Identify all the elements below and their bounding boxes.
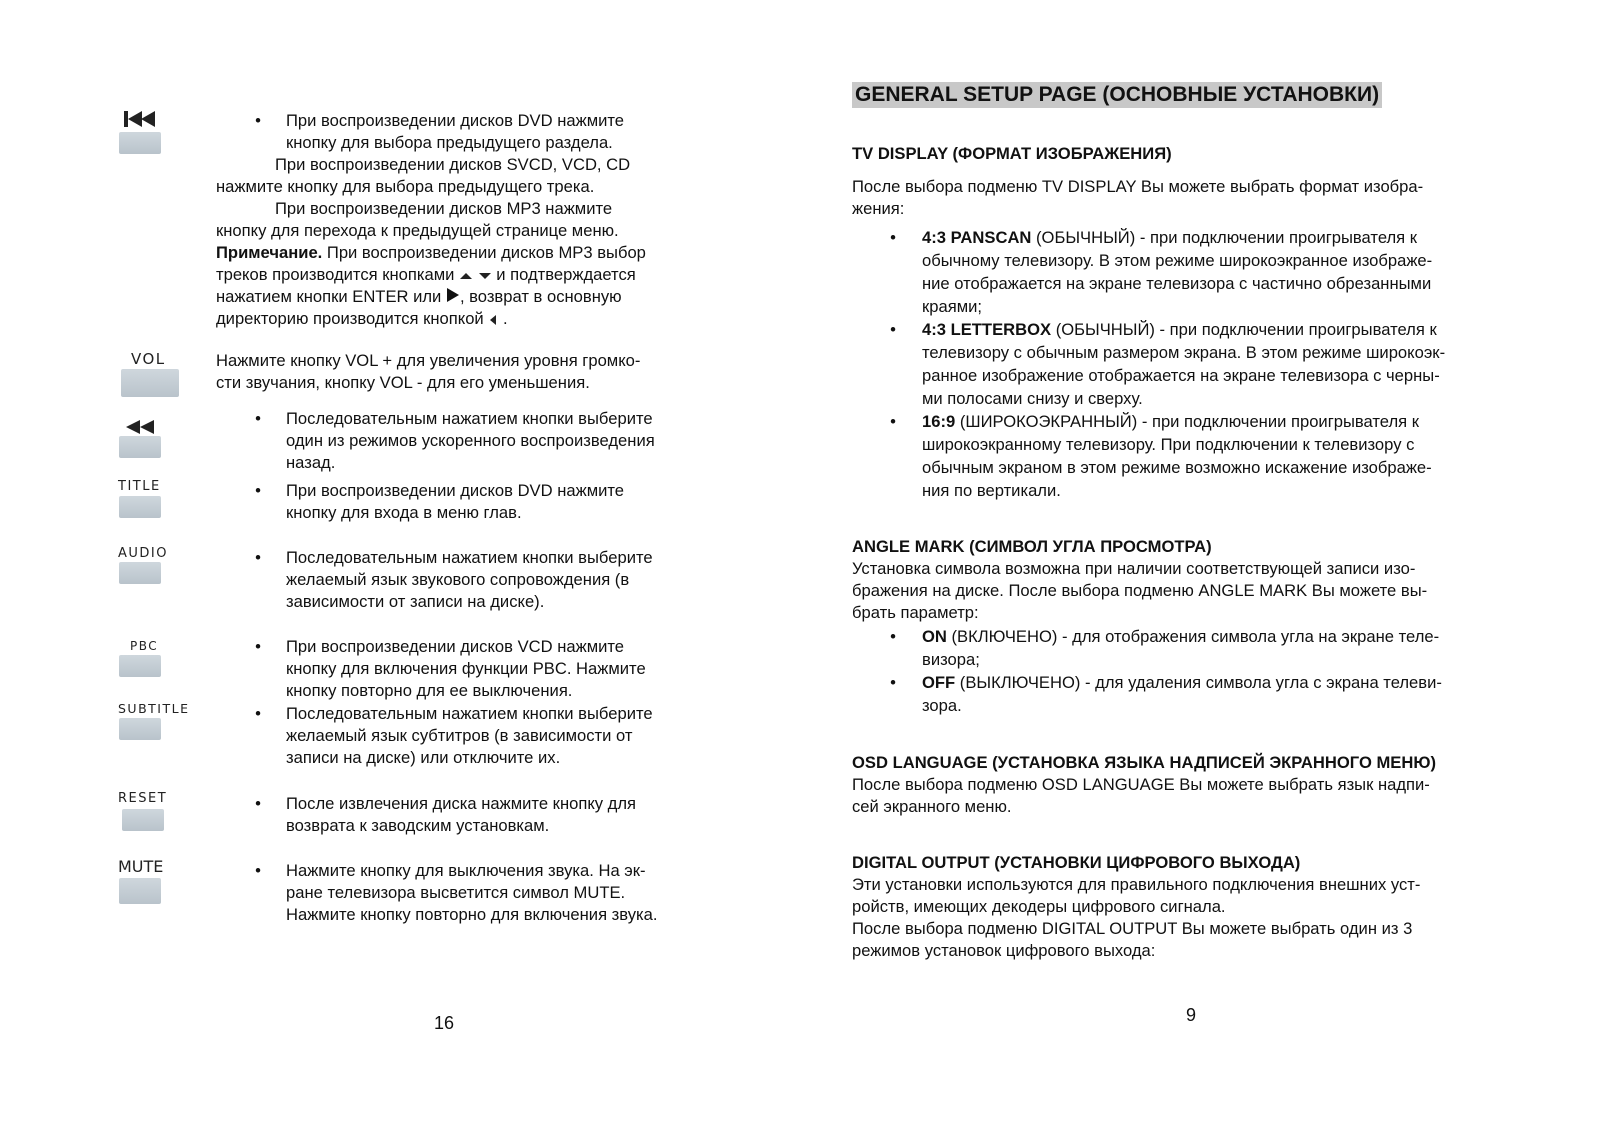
tv-option-line (922, 411, 1419, 433)
option-label: 16:9 (922, 412, 956, 431)
title-text-line: кнопку для входа в меню глав. (286, 503, 522, 522)
angle-option-line: визора; (922, 650, 980, 669)
angle-mark-text: брать параметр: (852, 603, 979, 622)
bullet-icon (251, 110, 265, 132)
bullet-icon (886, 626, 900, 648)
rew-text-line: один из режимов ускоренного воспроизведения (286, 431, 655, 450)
angle-mark-text: Установка символа возможна при наличии соответствующей записи изо- (852, 559, 1416, 578)
bullet-icon (251, 480, 265, 502)
bullet-icon (251, 547, 265, 569)
tv-option-line: ние отображается на экране телевизора с частично обрезанными (922, 274, 1432, 293)
note-text: директорию производится кнопкой (216, 309, 489, 328)
prev-text-line: При воспроизведении дисков SVCD, VCD, CD (275, 155, 631, 174)
mute-text-line: ране телевизора высветится символ MUTE. (286, 883, 626, 902)
prev-text-line: кнопку для перехода к предыдущей странице меню. (216, 221, 619, 240)
note-label: Примечание. (216, 243, 323, 262)
audio-key-label: AUDIO (118, 546, 168, 561)
option-text: (ВКЛЮЧЕНО) - для отображения символа угла на экране теле- (946, 627, 1440, 646)
bullet-icon (886, 227, 900, 249)
page-heading: GENERAL SETUP PAGE (ОСНОВНЫЕ УСТАНОВКИ) (852, 82, 1382, 108)
pbc-button-icon (119, 655, 161, 677)
angle-option-line (922, 672, 1442, 694)
previous-track-icon (124, 110, 158, 128)
angle-option-line (922, 626, 1439, 648)
tv-option-line: обычному телевизору. В этом режиме широкоэкранное изображе- (922, 251, 1433, 270)
osd-language-text: сей экранного меню. (852, 797, 1012, 816)
audio-button-icon (119, 562, 161, 584)
prev-text-line: нажмите кнопку для выбора предыдущего трека. (216, 177, 595, 196)
prev-text-line: кнопку для выбора предыдущего раздела. (286, 133, 613, 152)
audio-text-line: Последовательным нажатием кнопки выберите (286, 548, 653, 567)
note-line (216, 264, 636, 286)
tv-option-line: обычным экраном в этом режиме возможно искажение изображе- (922, 458, 1432, 477)
angle-mark-text: бражения на диске. После выбора подменю ANGLE MARK Вы можете вы- (852, 581, 1428, 600)
option-label: 4:3 LETTERBOX (922, 320, 1052, 339)
note-text: . (498, 309, 508, 328)
bullet-icon (886, 672, 900, 694)
mute-text-line: Нажмите кнопку для выключения звука. На эк- (286, 861, 646, 880)
rewind-button-icon (119, 436, 161, 458)
angle-option-line: зора. (922, 696, 962, 715)
reset-text-line: возврата к заводским установкам. (286, 816, 550, 835)
arrow-down-icon (478, 271, 492, 281)
bullet-icon (251, 408, 265, 430)
prev-text-line: При воспроизведении дисков DVD нажмите (286, 111, 625, 130)
option-text: (ОБЫЧНЫЙ) - при подключении проигрывателя к (1051, 320, 1437, 339)
tv-display-intro: жения: (852, 199, 905, 218)
rew-text-line: назад. (286, 453, 336, 472)
vol-key-label: VOL (131, 350, 166, 368)
bullet-icon (251, 703, 265, 725)
arrow-up-icon (459, 271, 473, 281)
option-text: (ВЫКЛЮЧЕНО) - для удаления символа угла с экрана телеви- (955, 673, 1442, 692)
mute-button-icon (119, 878, 161, 904)
tv-display-title: TV DISPLAY (ФОРМАТ ИЗОБРАЖЕНИЯ) (852, 144, 1172, 163)
subtitle-button-icon (119, 718, 161, 740)
page-number-left: 16 (434, 1013, 455, 1033)
digital-output-text: Эти установки используются для правильного подключения внешних уст- (852, 875, 1421, 894)
note-text: , возврат в основную (459, 287, 622, 306)
tv-option-line: ния по вертикали. (922, 481, 1061, 500)
pbc-text-line: кнопку для включения функции PBC. Нажмите (286, 659, 646, 678)
note-line (216, 308, 508, 330)
bullet-icon (251, 860, 265, 882)
prev-text-line: При воспроизведении дисков MP3 нажмите (275, 199, 613, 218)
vol-button-icon (121, 369, 179, 397)
mute-text-line: Нажмите кнопку повторно для включения звука. (286, 905, 658, 924)
page-number-right: 9 (1186, 1005, 1197, 1025)
digital-output-title: DIGITAL OUTPUT (УСТАНОВКИ ЦИФРОВОГО ВЫХОДА) (852, 853, 1301, 872)
arrow-left-icon (488, 314, 498, 326)
option-text: (ШИРОКОЭКРАННЫЙ) - при подключении проигрывателя к (955, 412, 1420, 431)
digital-output-text: режимов установок цифрового выхода: (852, 941, 1156, 960)
option-label: OFF (922, 673, 956, 692)
digital-output-text: ройств, имеющих декодеры цифрового сигнала. (852, 897, 1226, 916)
pbc-key-label: PBC (130, 639, 159, 653)
note-line (216, 286, 622, 308)
bullet-icon (886, 319, 900, 341)
tv-option-line: ранное изображение отображается на экране телевизора с черны- (922, 366, 1440, 385)
pbc-text-line: При воспроизведении дисков VCD нажмите (286, 637, 625, 656)
subtitle-text-line: желаемый язык субтитров (в зависимости от (286, 726, 633, 745)
title-button-icon (119, 496, 161, 518)
note-text: треков производится кнопками (216, 265, 460, 284)
note-text: нажатием кнопки ENTER или (216, 287, 446, 306)
title-text-line: При воспроизведении дисков DVD нажмите (286, 481, 625, 500)
subtitle-key-label: SUBTITLE (118, 701, 190, 716)
bullet-icon (251, 793, 265, 815)
reset-button-icon (122, 809, 164, 831)
angle-mark-title: ANGLE MARK (СИМВОЛ УГЛА ПРОСМОТРА) (852, 537, 1212, 556)
rew-text-line: Последовательным нажатием кнопки выберите (286, 409, 653, 428)
osd-language-title: OSD LANGUAGE (УСТАНОВКА ЯЗЫКА НАДПИСЕЙ ЭКРАННОГО МЕНЮ) (852, 753, 1436, 772)
bullet-icon (251, 636, 265, 658)
mute-key-label: MUTE (118, 857, 164, 876)
subtitle-text-line: Последовательным нажатием кнопки выберите (286, 704, 653, 723)
audio-text-line: желаемый язык звукового сопровождения (в (286, 570, 630, 589)
note-text: и подтверждается (491, 265, 636, 284)
audio-text-line: зависимости от записи на диске). (286, 592, 545, 611)
digital-output-text: После выбора подменю DIGITAL OUTPUT Вы можете выбрать один из 3 (852, 919, 1413, 938)
tv-option-line: ми полосами снизу и сверху. (922, 389, 1143, 408)
tv-option-line: краями; (922, 297, 982, 316)
note-text: При воспроизведении дисков MP3 выбор (322, 243, 646, 262)
reset-key-label: RESET (118, 791, 168, 806)
osd-language-text: После выбора подменю OSD LANGUAGE Вы можете выбрать язык надпи- (852, 775, 1430, 794)
reset-text-line: После извлечения диска нажмите кнопку для (286, 794, 637, 813)
option-text: (ОБЫЧНЫЙ) - при подключении проигрывателя к (1031, 228, 1418, 247)
option-label: ON (922, 627, 947, 646)
tv-option-line (922, 227, 1417, 249)
title-key-label: TITLE (118, 479, 161, 494)
prev-button-icon (119, 132, 161, 154)
tv-option-line (922, 319, 1437, 341)
note-line (216, 242, 646, 264)
rewind-icon (124, 419, 158, 435)
play-arrow-icon (446, 287, 460, 303)
tv-option-line: телевизору с обычным размером экрана. В этом режиме широкоэк- (922, 343, 1446, 362)
vol-text-line: сти звучания, кнопку VOL - для его уменьшения. (216, 373, 590, 392)
vol-text-line: Нажмите кнопку VOL + для увеличения уровня громко- (216, 351, 641, 370)
bullet-icon (886, 411, 900, 433)
option-label: 4:3 PANSCAN (922, 228, 1032, 247)
pbc-text-line: кнопку повторно для ее выключения. (286, 681, 573, 700)
subtitle-text-line: записи на диске) или отключите их. (286, 748, 561, 767)
tv-option-line: широкоэкранному телевизору. При подключении к телевизору с (922, 435, 1415, 454)
tv-display-intro: После выбора подменю TV DISPLAY Вы можете выбрать формат изобра- (852, 177, 1424, 196)
